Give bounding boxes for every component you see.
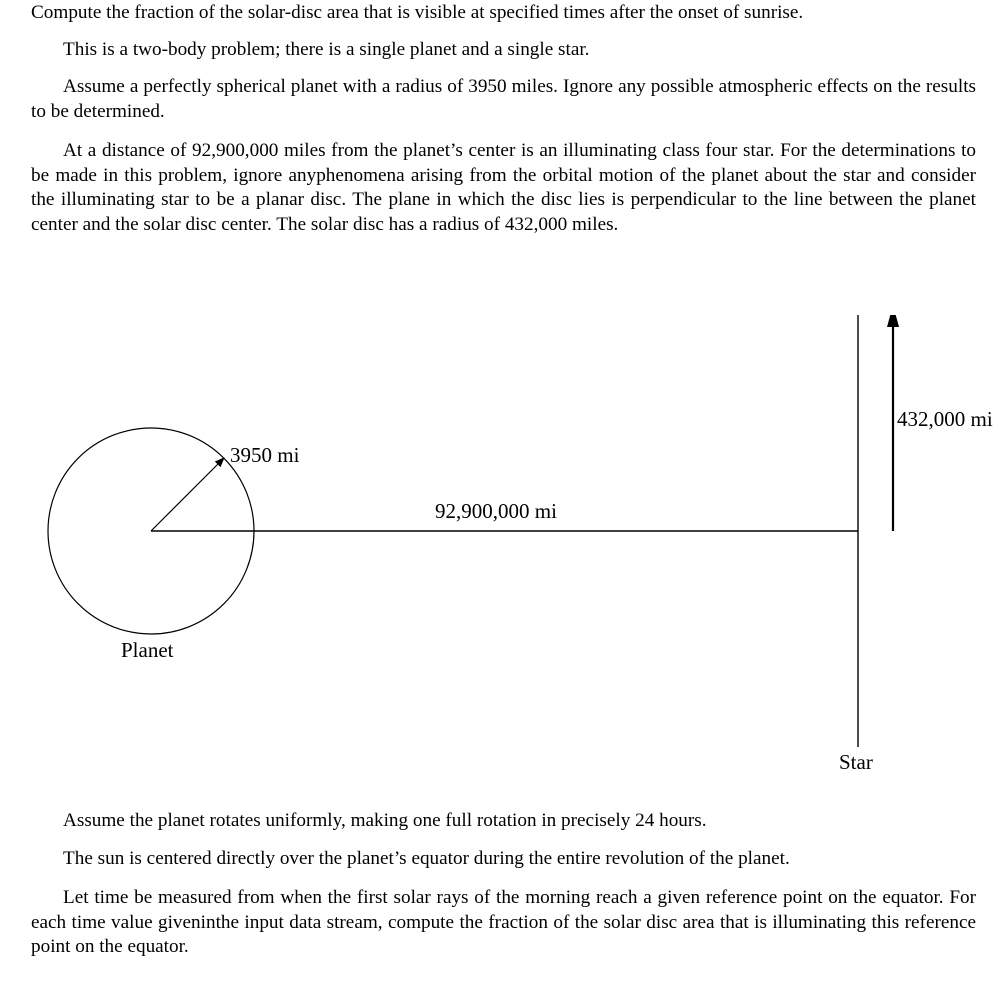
paragraph-planet-assumption: Assume a perfectly spherical planet with a radius of 3950 miles. Ignore any possible atmospheric effects on the results to be determined. — [31, 76, 976, 122]
paragraph-intro: Compute the fraction of the solar-disc area that is visible at specified times after the onset of sunrise. — [31, 2, 804, 23]
paragraph-rotation: Assume the planet rotates uniformly, making one full rotation in precisely 24 hours. — [63, 810, 707, 831]
distance-label: 92,900,000 mi — [435, 499, 557, 523]
diagram-canvas — [0, 300, 1006, 790]
planet-label: Planet — [121, 638, 174, 662]
paragraph-task: Let time be measured from when the first solar rays of the morning reach a given reference point on the equator. For each time value giveninthe input data stream, compute the fraction of the solar disc area that is illuminating this reference point on the equator. — [31, 887, 976, 958]
star-label: Star — [839, 750, 873, 774]
paragraph-two-body: This is a two-body problem; there is a single planet and a single star. — [63, 39, 590, 60]
planet-radius-label: 3950 mi — [230, 443, 300, 467]
planet-star-diagram — [0, 300, 1006, 790]
planet-radius-arrow — [151, 458, 224, 531]
star-radius-label: 432,000 mi — [897, 407, 993, 431]
paragraph-star-description: At a distance of 92,900,000 miles from the planet’s center is an illuminating class four star. For the determinations to be made in this problem, ignore anyphenomena arising from the orbital motion of the planet about the star and consider the illuminating star to be a planar disc. The plane in which the disc lies is perpendicular to the line between the planet center and the solar disc center. The solar disc has a radius of 432,000 miles. — [31, 140, 976, 235]
paragraph-sun-position: The sun is centered directly over the planet’s equator during the entire revolution of the planet. — [63, 848, 790, 869]
